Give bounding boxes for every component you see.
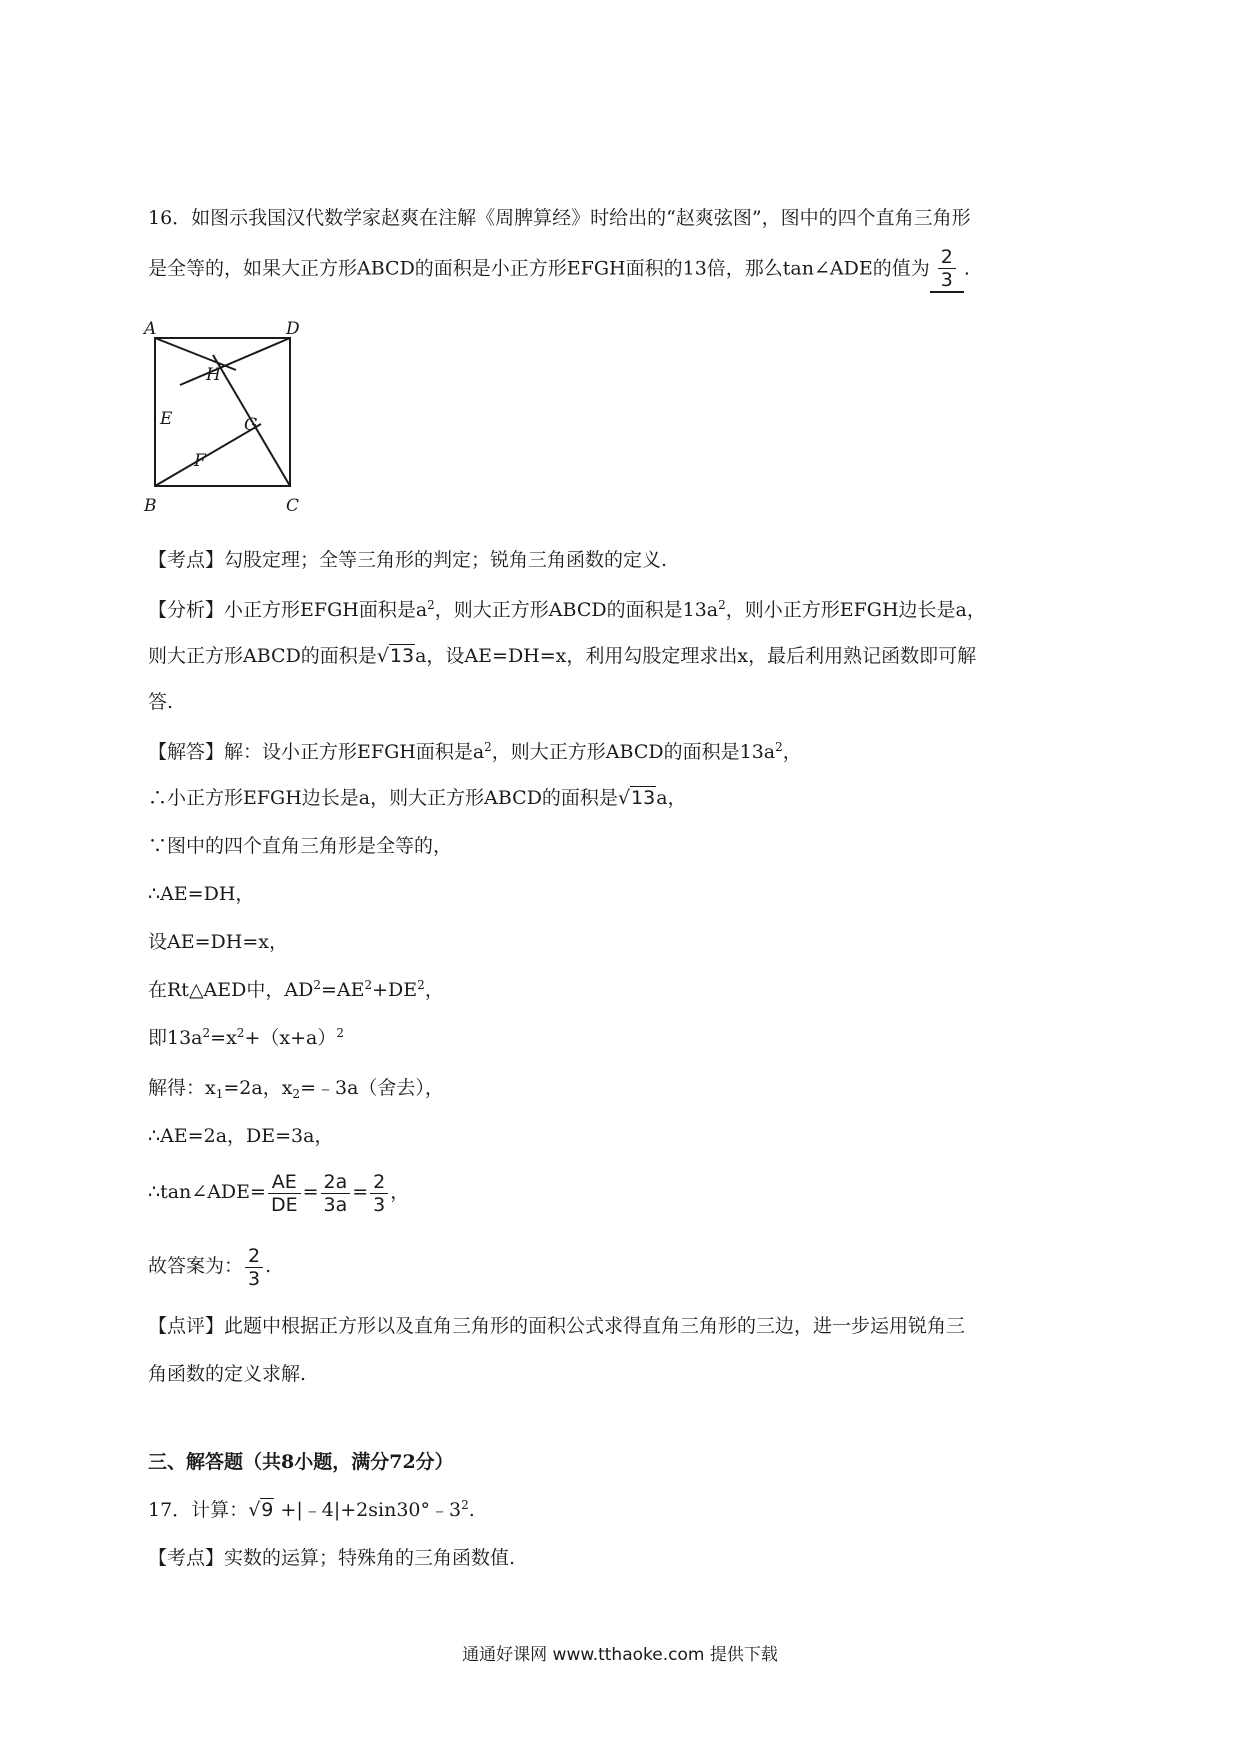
jieda-s2a: ∴小正方形EFGH边长是a，则大正方形ABCD的面积是 xyxy=(148,787,618,809)
fraction-2a-3a xyxy=(321,1171,351,1216)
jieda-s1b: ，则大正方形ABCD的面积是13a xyxy=(491,741,776,763)
subscript: 2 xyxy=(292,1087,301,1101)
superscript: 2 xyxy=(236,1026,245,1040)
label-b: B xyxy=(144,496,157,516)
segment-dh-line xyxy=(180,338,290,385)
q16-answer-fraction xyxy=(938,246,956,291)
jieda-s6c: +DE xyxy=(372,979,418,1001)
fraction-answer xyxy=(245,1245,263,1290)
superscript: 2 xyxy=(718,598,726,612)
jieda-tag: 【解答】 xyxy=(148,741,225,763)
q16-line1: 16．如图示我国汉代数学家赵爽在注解《周脾算经》时给出的“赵爽弦图”，图中的四个直角三角形 xyxy=(148,207,971,229)
dianping-line1 xyxy=(148,1312,965,1340)
section-3-title: 三、解答题（共8小题，满分72分） xyxy=(148,1451,454,1473)
fraction-numerator: 2 xyxy=(370,1171,388,1194)
label-h: H xyxy=(206,365,221,385)
jieda-s7a: 即13a xyxy=(148,1027,203,1049)
square-abcd xyxy=(155,338,290,486)
label-e: E xyxy=(160,409,173,429)
q17-line xyxy=(148,1496,475,1524)
jieda-s10-pre: ∴tan∠ADE= xyxy=(148,1181,266,1203)
sqrt-9: √9 xyxy=(248,1499,274,1521)
q16-answer-blank xyxy=(930,246,964,293)
superscript: 2 xyxy=(336,1026,344,1040)
jieda-line7 xyxy=(148,1024,344,1052)
fraction-numerator: 2 xyxy=(938,246,956,269)
kaodian-text: 勾股定理；全等三角形的判定；锐角三角函数的定义. xyxy=(224,549,668,571)
q16-line2-end: . xyxy=(963,257,970,280)
fraction-denominator: 3a xyxy=(323,1193,348,1216)
jieda-s10-end: ， xyxy=(390,1181,410,1203)
jieda-s8a: 解得：x xyxy=(148,1077,216,1099)
footer-text: 通通好课网 www.tthaoke.com 提供下载 xyxy=(462,1645,778,1665)
superscript: 2 xyxy=(417,978,425,992)
jieda-s11-end: . xyxy=(265,1255,272,1277)
sqrt-13: √13 xyxy=(376,645,415,667)
q16-line2-text: 是全等的，如果大正方形ABCD的面积是小正方形EFGH面积的13倍，那么tan∠ADE的值为 xyxy=(148,257,930,280)
fraction-denominator: 3 xyxy=(940,269,953,291)
superscript: 2 xyxy=(484,740,492,754)
jieda-line4: ∴AE=DH， xyxy=(148,883,255,905)
subscript: 1 xyxy=(215,1087,224,1101)
fenxi-text-c: ，则小正方形EFGH边长是a， xyxy=(725,599,986,621)
radicand: 9 xyxy=(261,1499,274,1521)
kaodian-1 xyxy=(148,546,667,574)
kaodian-tag: 【考点】 xyxy=(148,1547,225,1569)
fraction-denominator: 3 xyxy=(373,1193,386,1216)
fraction-denominator: 3 xyxy=(248,1267,261,1290)
fenxi-text-e: a，设AE=DH=x，利用勾股定理求出x，最后利用熟记函数即可解 xyxy=(415,645,977,667)
jieda-s6b: =AE xyxy=(320,979,365,1001)
fenxi-tag: 【分析】 xyxy=(148,599,225,621)
fenxi-line2 xyxy=(148,642,976,670)
fenxi-text-a: 小正方形EFGH面积是a xyxy=(224,599,428,621)
jieda-line3: ∵图中的四个直角三角形是全等的， xyxy=(148,835,453,857)
label-d: D xyxy=(286,319,300,339)
fraction-2-3 xyxy=(370,1171,388,1216)
superscript: 2 xyxy=(427,598,435,612)
dianping-line2: 角函数的定义求解. xyxy=(148,1363,307,1385)
fraction-numerator: 2 xyxy=(245,1245,263,1268)
superscript: 2 xyxy=(202,1026,211,1040)
jieda-line5: 设AE=DH=x， xyxy=(148,931,288,953)
superscript: 2 xyxy=(775,740,783,754)
jieda-s6a: 在Rt△AED中，AD xyxy=(148,979,314,1001)
jieda-line10: ∴tan∠ADE= $\frac{AE}{DE}$ = $\frac{2a}{3a}$ = $\frac{2}{3}$ ， xyxy=(148,1170,410,1216)
jieda-line6 xyxy=(148,976,444,1004)
jieda-s7b: =x xyxy=(210,1027,237,1049)
label-c: C xyxy=(286,496,300,516)
fraction-numerator: AE xyxy=(268,1171,301,1194)
superscript: 2 xyxy=(364,978,373,992)
superscript: 2 xyxy=(461,1498,469,1512)
fraction-ae-de xyxy=(268,1171,301,1216)
q17-mid: +|﹣4|+2sin30°﹣3 xyxy=(274,1499,462,1521)
label-g: G xyxy=(244,415,258,435)
label-f: F xyxy=(194,451,206,471)
dianping-text: 此题中根据正方形以及直角三角形的面积公式求得直角三角形的三边，进一步运用锐角三 xyxy=(224,1315,966,1337)
jieda-line1 xyxy=(148,738,802,766)
jieda-s6d: ， xyxy=(424,979,444,1001)
jieda-s8b: =2a，x xyxy=(223,1077,293,1099)
jieda-line8 xyxy=(148,1074,444,1102)
sqrt-13: √13 xyxy=(617,787,656,809)
fenxi-line3: 答. xyxy=(148,691,174,713)
jieda-s8c: =﹣3a（舍去）， xyxy=(300,1077,444,1099)
superscript: 2 xyxy=(313,978,321,992)
jieda-s2b: a， xyxy=(656,787,687,809)
label-a: A xyxy=(144,319,157,339)
jieda-s1c: ， xyxy=(782,741,802,763)
jieda-s1a: 解：设小正方形EFGH面积是a xyxy=(224,741,485,763)
fenxi-line1 xyxy=(148,596,986,624)
jieda-line2 xyxy=(148,784,687,812)
q17-pre: 17．计算： xyxy=(148,1499,249,1521)
fenxi-text-b: ，则大正方形ABCD的面积是13a xyxy=(434,599,719,621)
dianping-tag: 【点评】 xyxy=(148,1315,225,1337)
q17-end: . xyxy=(468,1499,475,1521)
radicand: 13 xyxy=(631,787,656,809)
jieda-s7c: +（x+a） xyxy=(244,1027,337,1049)
kaodian-tag: 【考点】 xyxy=(148,549,225,571)
kaodian-text: 实数的运算；特殊角的三角函数值. xyxy=(224,1547,516,1569)
fraction-numerator: 2a xyxy=(321,1171,351,1194)
kaodian-2 xyxy=(148,1544,515,1572)
jieda-line9: ∴AE=2a，DE=3a， xyxy=(148,1125,334,1147)
zhaoshuang-diagram xyxy=(140,318,340,528)
jieda-s11-pre: 故答案为： xyxy=(148,1255,244,1277)
jieda-line11 xyxy=(148,1236,271,1296)
radicand: 13 xyxy=(389,645,415,667)
fraction-denominator: DE xyxy=(270,1193,298,1216)
fenxi-text-d: 则大正方形ABCD的面积是 xyxy=(148,645,377,667)
q16-line2 xyxy=(148,246,970,293)
